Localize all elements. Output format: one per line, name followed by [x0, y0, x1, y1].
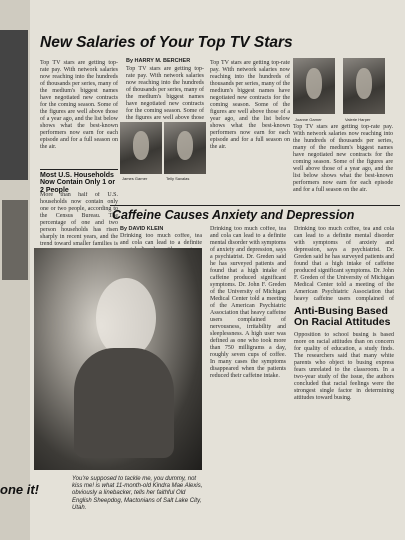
star-photo-2	[343, 58, 385, 114]
sidebar-rule	[40, 169, 118, 170]
households-headline: Most U.S. Households Now Contain Only 1 or 2 People	[40, 172, 116, 194]
anti-busing-headline: Anti-Busing Based On Racial Attitudes	[294, 305, 391, 329]
tv-body-col4: Top TV stars are getting top-rate pay. With network salaries now reaching into the hundreds of thousands per series, many of the medium's biggest names have negotiated new contracts for the coming season. Some of the figures are well above those of a year ago, and the list below shows what the best-known performers now earn for each episode and for a full season on the air.	[293, 124, 393, 193]
caption-star-1: Joanne Garner	[295, 117, 322, 122]
tv-headline: New Salaries of Your Top TV Stars	[40, 34, 293, 51]
tv-body-col3: Top TV stars are getting top-rate pay. With network salaries now reaching into the hundreds of thousands per series, many of the medium's biggest names have negotiated new contracts for the coming season. Some of the figures are well above those of a year ago, and the list below shows what the best-known performers now earn for each episode and for a full season on the air.	[210, 60, 290, 150]
caffeine-body-col2: Drinking too much coffee, tea and cola can lead to a definite mental disorder with symptoms of anxiety and depression, says a psychiatrist. Dr. Greden said he has surveyed patients and found that a high intake of caffeine produced significant symptoms. Dr. John F. Greden of the University of Michigan Medical Center told a meeting of the American Psychiatric Association that heavy caffeine users complained of nervousness, irritability and sleeplessness. A high user was defined as one who took more than 750 milligrams a day, roughly seven cups of coffee. In many cases the symptoms disappeared when the patients reduced their caffeine intake.	[210, 226, 286, 379]
caffeine-byline: By DAVID KLEIN	[120, 226, 164, 232]
tv-byline: By HARRY M. BERCHER	[126, 58, 191, 64]
star-photo-4	[164, 122, 206, 174]
tv-body-col2: Top TV stars are getting top-rate pay. With network salaries now reaching into the hundreds of thousands per series, many of the medium's biggest names have negotiated new contracts for the coming season. Some of the figures are well above those	[126, 66, 204, 120]
caption-star-2: Valerie Harper	[345, 117, 371, 122]
caffeine-body-col3: Drinking too much coffee, tea and cola can lead to a definite mental disorder with symptoms of anxiety and depression, says a psychiatrist. Dr. Greden said he has surveyed patients and found that a high intake of caffeine produced significant symptoms. Dr. John F. Greden of the University of Michigan Medical Center told a meeting of the American Psychiatric Association that heavy caffeine users complained of	[294, 226, 394, 302]
caffeine-top-rule	[110, 205, 400, 206]
photo-caption-title: one it!	[0, 482, 39, 497]
left-edge-photo	[0, 30, 28, 180]
caption-star-4: Telly Savalas	[166, 176, 190, 181]
caffeine-headline: Caffeine Causes Anxiety and Depression	[112, 208, 355, 222]
households-body: More than half of U.S. households now contain only one or two people, according to the Census Bureau. The percentage of one and two person households has risen sharply in recent years, and the trend toward smaller families is	[40, 192, 118, 247]
caffeine-lead-col1: Drinking too much coffee, tea and cola can lead to a definite	[120, 233, 202, 246]
anti-busing-body: Opposition to school busing is based more on racial attitudes than on concern for quality of education, a study finds. The researchers said that many white parents who object to busing express fears unrelated to the classroom. In a two-year study of the issue, the authors concluded that racial feelings were the strongest single factor in determining attitudes toward busing.	[294, 332, 394, 401]
left-page-edge	[0, 0, 34, 540]
left-edge-photo-2	[2, 200, 28, 280]
tv-body-col1: Top TV stars are getting top-rate pay. With network salaries now reaching into the hundreds of thousands per series, many of the medium's biggest names have negotiated new contracts for the coming season. Some of the figures are well above those of a year ago, and the list below shows what the best-known performers now earn for each episode and for a full season on the air.	[40, 60, 118, 150]
child-and-dog-photo	[34, 248, 202, 470]
star-photo-3	[120, 122, 162, 174]
caption-star-3: James Garner	[122, 176, 148, 181]
star-photo-1	[293, 58, 335, 114]
photo-caption-text: You're supposed to tackle me, you dummy, not kiss me! is what 11-month-old Kindra Mae Alexis, obviously a linebacker, tells her faithful Old English Sheepdog, Mactonians of Salt Lake City, Utah.	[72, 476, 203, 511]
